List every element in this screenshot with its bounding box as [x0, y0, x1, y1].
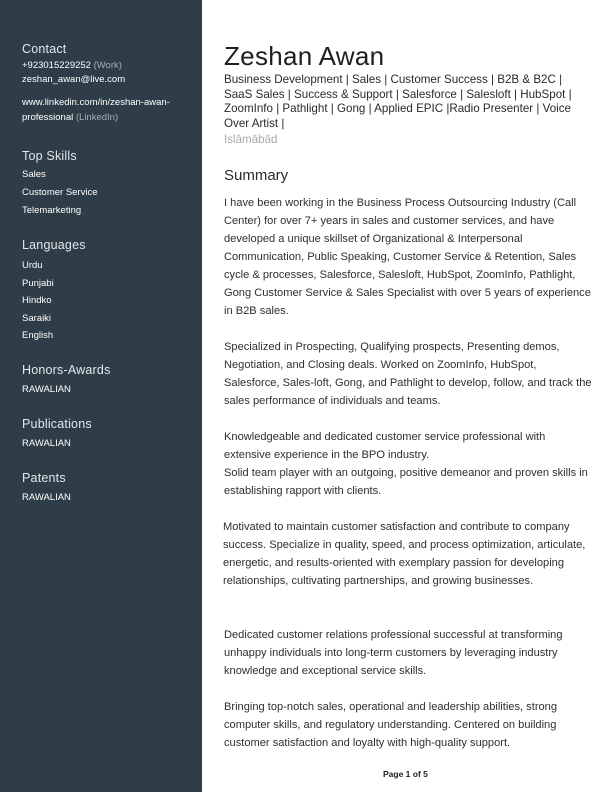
- publication-item: RAWALIAN: [22, 438, 71, 449]
- linkedin-link-line1[interactable]: www.linkedin.com/in/zeshan-awan-: [22, 97, 170, 108]
- linkedin-line2: [22, 112, 197, 124]
- summary-paragraph: Knowledgeable and dedicated customer service professional with extensive experience in the BPO industry.: [224, 431, 546, 461]
- profile-name: Zeshan Awan: [224, 41, 385, 71]
- languages-heading: Languages: [22, 238, 86, 252]
- summary-paragraph: Solid team player with an outgoing, positive demeanor and proven skills in establishing rapport with clients.: [224, 467, 588, 497]
- publications-heading: Publications: [22, 417, 92, 431]
- summary-paragraph: Motivated to maintain customer satisfaction and contribute to company success. Specialize in quality, speed, and process optimization, articulate, energetic, and results-oriented with exemplary passion for developing relationships, cultivating partnerships, and growing businesses.: [223, 521, 586, 587]
- phone-type: (Work): [93, 60, 122, 71]
- skill-item: Telemarketing: [22, 205, 82, 216]
- patents-section: [22, 471, 197, 511]
- honors-section: [22, 363, 197, 403]
- language-item: Urdu: [22, 260, 43, 271]
- patents-heading: Patents: [22, 471, 66, 485]
- summary-paragraph: Specialized in Prospecting, Qualifying prospects, Presenting demos, Negotiation, and Closing deals. Worked on ZoomInfo, HubSpot, Salesforce, Sales-loft, Gong, and Pathlight to develop, follow, and track the sales performance of individuals and teams.: [224, 341, 592, 407]
- page-number: Page 1 of 5: [383, 769, 428, 779]
- languages-section: [22, 238, 197, 348]
- language-item: Saraiki: [22, 312, 52, 324]
- top-skills-section: [22, 149, 197, 229]
- skill-item: Customer Service: [22, 187, 98, 198]
- honors-heading: Honors-Awards: [22, 363, 111, 377]
- summary-paragraph: I have been working in the Business Process Outsourcing Industry (Call Center) for over 7+ years in sales and customer services, and have developed a unique skillset of Organizational & Interpersonal Communication, Public Speaking, Customer Service & Retention, Sales cycle & processes, Salesforce, Salesloft, HubSpot, ZoomInfo, Pathlight, Gong Customer Service & Sales Specialist with over 5 years of experience in B2B sales.: [224, 197, 591, 317]
- summary-heading: Summary: [224, 167, 289, 184]
- patent-item: RAWALIAN: [22, 492, 71, 503]
- sidebar: [0, 0, 202, 792]
- contact-section: [22, 42, 197, 124]
- profile-headline: Business Development | Sales | Customer Success | B2B & B2C | SaaS Sales | Success & Support | Salesforce | Salesloft | HubSpot | ZoomInfo | Pathlight | Gong | Applied EPIC |Radio Presenter | Voice Over Artist |: [224, 73, 572, 130]
- top-skills-heading: Top Skills: [22, 149, 77, 163]
- email-link[interactable]: zeshan_awan@live.com: [22, 74, 126, 85]
- summary-paragraph: Bringing top-notch sales, operational and leadership abilities, strong computer skills, and regulatory understanding. Centered on building customer satisfaction and loyalty with high-quality support.: [224, 701, 558, 749]
- skill-item: Sales: [22, 169, 46, 180]
- language-item: Hindko: [22, 295, 52, 306]
- profile-location: Islāmābād: [224, 133, 278, 146]
- phone-line: [22, 60, 197, 72]
- contact-heading: Contact: [22, 42, 67, 56]
- language-item: English: [22, 330, 54, 341]
- publications-section: [22, 417, 197, 457]
- honor-item: RAWALIAN: [22, 384, 71, 395]
- linkedin-type: (LinkedIn): [75, 112, 119, 123]
- linkedin-link-line2[interactable]: professional: [22, 112, 74, 123]
- language-item: Punjabi: [22, 277, 54, 289]
- summary-paragraph: Dedicated customer relations professional successful at transforming unhappy individuals into long-term customers by leveraging industry knowledge and exceptional service skills.: [224, 629, 563, 677]
- phone-number[interactable]: +923015229252: [22, 60, 91, 71]
